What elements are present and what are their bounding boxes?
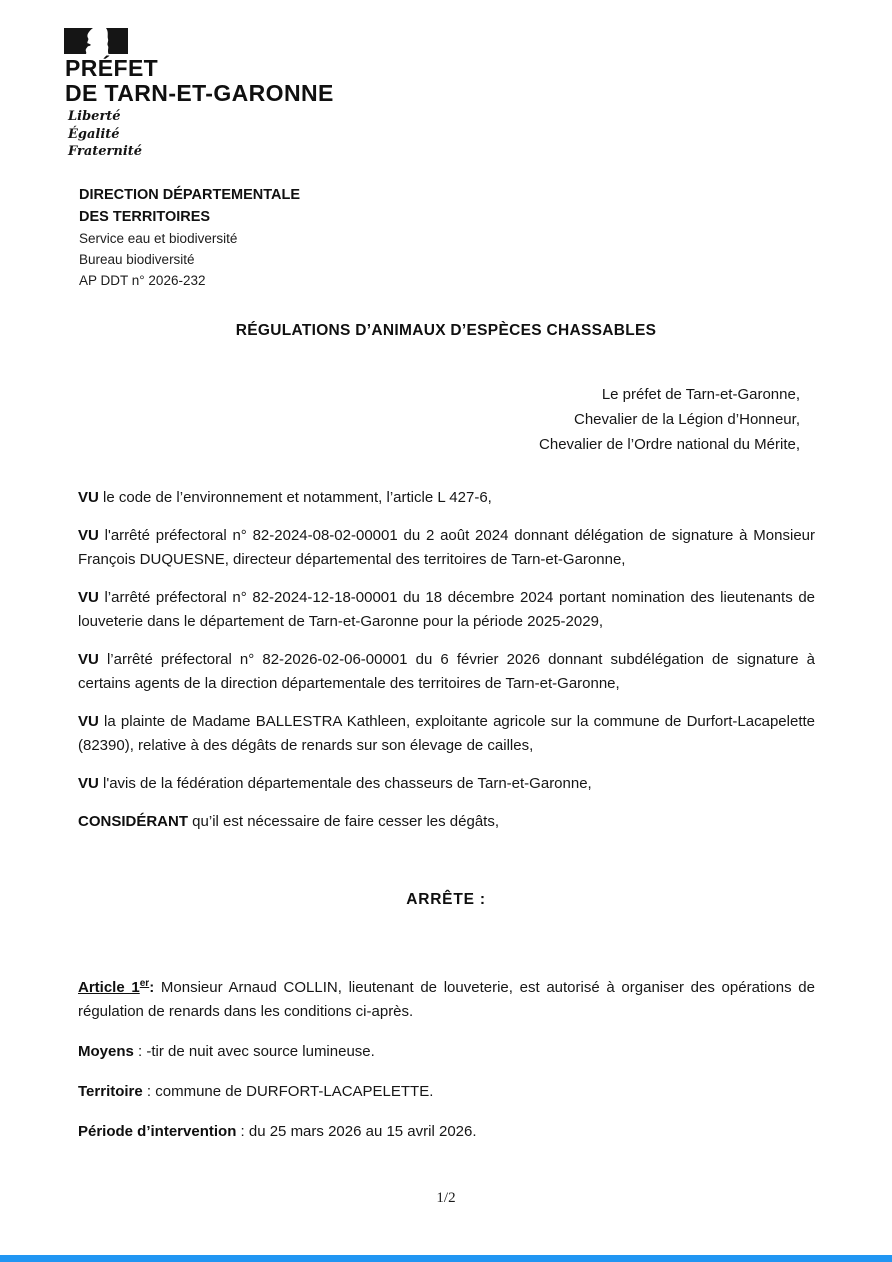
article-1-ordinal: er — [139, 978, 150, 989]
recital-vu-6 — [78, 772, 815, 796]
issuing-service-block — [79, 184, 300, 291]
signatory-block — [539, 382, 800, 457]
recital-label: VU — [78, 713, 99, 730]
recital-text: l'avis de la fédération départementale des chasseurs de Tarn-et-Garonne, — [98, 775, 592, 792]
recital-vu-1 — [78, 486, 815, 510]
arrete-heading: ARRÊTE : — [406, 891, 486, 908]
detail-label: Période d’intervention — [78, 1123, 237, 1140]
detail-text: : commune de DURFORT-LACAPELETTE. — [142, 1083, 434, 1100]
recital-text: l’arrêté préfectoral n° 82-2026-02-06-00001 du 6 février 2026 donnant subdélégation de signature à certains agents de la direction départementale des territoires de Tarn-et-Garonne, — [78, 651, 815, 692]
article-1-text: Monsieur Arnaud COLLIN, lieutenant de louveterie, est autorisé à organiser des opérations de régulation de renards dans les conditions ci-après. — [78, 979, 815, 1020]
detail-periode — [78, 1120, 815, 1144]
article-1 — [78, 976, 815, 1024]
motto-fraternite: Fraternité — [68, 144, 143, 159]
document-reference: AP DDT n° 2026-232 — [79, 273, 206, 288]
recital-vu-5 — [78, 710, 815, 758]
recital-label: VU — [78, 527, 99, 544]
recital-considerant — [78, 810, 815, 834]
detail-label: Moyens — [78, 1043, 134, 1060]
bureau-name: Bureau biodiversité — [79, 252, 195, 267]
recitals-section — [78, 486, 815, 848]
service-direction-line2: DES TERRITOIRES — [79, 209, 211, 225]
recital-label: VU — [78, 489, 99, 506]
marianne-logo — [64, 26, 130, 56]
prefet-line1: PRÉFET — [65, 55, 159, 81]
signatory-line1: Le préfet de Tarn-et-Garonne, — [601, 386, 800, 403]
document-title: RÉGULATIONS D’ANIMAUX D’ESPÈCES CHASSABLES — [235, 322, 657, 339]
detail-text: : du 25 mars 2026 au 15 avril 2026. — [236, 1123, 477, 1140]
recital-vu-2 — [78, 524, 815, 572]
recital-vu-4 — [78, 648, 815, 696]
recital-text: l'arrêté préfectoral n° 82-2024-08-02-00001 du 2 août 2024 donnant délégation de signature à Monsieur François DUQUESNE, directeur départemental des territoires de Tarn-et-Garonne, — [78, 527, 815, 568]
marianne-logo-icon — [64, 26, 130, 56]
recital-label: VU — [78, 775, 99, 792]
recital-text: le code de l’environnement et notamment, l’article L 427-6, — [98, 489, 492, 506]
service-name: Service eau et biodiversité — [79, 231, 238, 246]
recital-text: l’arrêté préfectoral n° 82-2024-12-18-00001 du 18 décembre 2024 portant nomination des lieutenants de louveterie dans le département de Tarn-et-Garonne pour la période 2025-2029, — [78, 589, 815, 630]
recital-text: la plainte de Madame BALLESTRA Kathleen, exploitante agricole sur la commune de Durfort-Lacapelette (82390), relative à des dégâts de renards sur son élevage de cailles, — [78, 713, 815, 754]
republic-motto — [68, 108, 142, 161]
footer-accent-bar — [0, 1255, 892, 1262]
detail-territoire — [78, 1080, 815, 1104]
article-1-colon: : — [149, 979, 155, 996]
signatory-line2: Chevalier de la Légion d’Honneur, — [574, 411, 800, 428]
recital-label: VU — [78, 651, 99, 668]
page-number: 1/2 — [436, 1190, 456, 1206]
detail-moyens — [78, 1040, 815, 1064]
motto-liberte: Liberté — [68, 109, 121, 124]
signatory-line3: Chevalier de l’Ordre national du Mérite, — [539, 436, 800, 453]
motto-egalite: Égalité — [68, 126, 120, 142]
detail-label: Territoire — [78, 1083, 143, 1100]
recital-vu-3 — [78, 586, 815, 634]
recital-label: VU — [78, 589, 99, 606]
prefecture-name — [65, 56, 334, 106]
service-direction-line1: DIRECTION DÉPARTEMENTALE — [79, 187, 300, 203]
prefet-line2: DE TARN-ET-GARONNE — [65, 80, 334, 106]
article-1-label: Article 1 — [78, 979, 140, 996]
recital-label: CONSIDÉRANT — [78, 813, 189, 830]
detail-text: : -tir de nuit avec source lumineuse. — [133, 1043, 375, 1060]
articles-section — [78, 976, 815, 1160]
recital-text: qu’il est nécessaire de faire cesser les dégâts, — [188, 813, 500, 830]
